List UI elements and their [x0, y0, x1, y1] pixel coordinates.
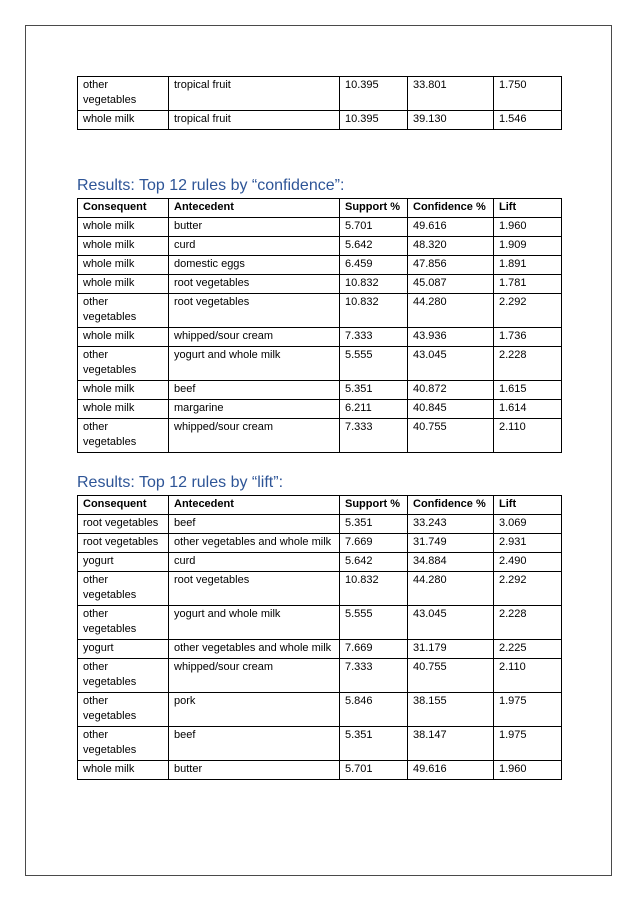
support-cell: 5.701 [340, 218, 408, 237]
antecedent-cell: beef [169, 381, 340, 400]
antecedent-cell: whipped/sour cream [169, 659, 340, 693]
table-row [78, 727, 562, 761]
antecedent-cell: butter [169, 218, 340, 237]
consequent-cell: whole milk [78, 381, 169, 400]
support-cell: 7.333 [340, 419, 408, 453]
rules-table-continued [77, 76, 562, 130]
table-header-row [78, 199, 562, 218]
confidence-cell: 44.280 [408, 572, 494, 606]
confidence-cell: 49.616 [408, 218, 494, 237]
confidence-cell: 49.616 [408, 761, 494, 780]
antecedent-cell: pork [169, 693, 340, 727]
consequent-cell: other vegetables [78, 77, 169, 111]
confidence-cell: 31.179 [408, 640, 494, 659]
consequent-cell: other vegetables [78, 727, 169, 761]
support-cell: 5.351 [340, 381, 408, 400]
antecedent-cell: yogurt and whole milk [169, 606, 340, 640]
antecedent-cell: whipped/sour cream [169, 328, 340, 347]
table-row [78, 659, 562, 693]
lift-cell: 2.110 [494, 659, 562, 693]
antecedent-cell: domestic eggs [169, 256, 340, 275]
lift-cell: 2.292 [494, 572, 562, 606]
lift-rules-table [77, 495, 562, 780]
table-row [78, 606, 562, 640]
lift-cell: 1.736 [494, 328, 562, 347]
antecedent-cell: root vegetables [169, 572, 340, 606]
support-cell: 5.351 [340, 727, 408, 761]
column-header: Confidence % [408, 199, 494, 218]
support-cell: 6.211 [340, 400, 408, 419]
consequent-cell: whole milk [78, 111, 169, 130]
confidence-cell: 40.872 [408, 381, 494, 400]
confidence-cell: 40.755 [408, 419, 494, 453]
table-row [78, 77, 562, 111]
table-row [78, 572, 562, 606]
table-row [78, 381, 562, 400]
column-header: Support % [340, 199, 408, 218]
antecedent-cell: root vegetables [169, 294, 340, 328]
support-cell: 7.669 [340, 640, 408, 659]
confidence-cell: 31.749 [408, 534, 494, 553]
table-row [78, 419, 562, 453]
column-header: Lift [494, 199, 562, 218]
confidence-section-heading: Results: Top 12 rules by “confidence”: [77, 177, 345, 194]
column-header: Antecedent [169, 496, 340, 515]
support-cell: 10.832 [340, 275, 408, 294]
support-cell: 5.555 [340, 606, 408, 640]
support-cell: 5.846 [340, 693, 408, 727]
lift-cell: 1.615 [494, 381, 562, 400]
consequent-cell: other vegetables [78, 347, 169, 381]
lift-cell: 1.614 [494, 400, 562, 419]
table-row [78, 400, 562, 419]
table-row [78, 275, 562, 294]
support-cell: 10.395 [340, 77, 408, 111]
table-row [78, 693, 562, 727]
lift-cell: 3.069 [494, 515, 562, 534]
table-row [78, 328, 562, 347]
table-row [78, 515, 562, 534]
confidence-cell: 43.045 [408, 347, 494, 381]
confidence-cell: 47.856 [408, 256, 494, 275]
consequent-cell: other vegetables [78, 659, 169, 693]
confidence-cell: 38.147 [408, 727, 494, 761]
table-row [78, 256, 562, 275]
support-cell: 10.832 [340, 572, 408, 606]
confidence-cell: 39.130 [408, 111, 494, 130]
lift-cell: 1.891 [494, 256, 562, 275]
lift-cell: 1.546 [494, 111, 562, 130]
column-header: Support % [340, 496, 408, 515]
consequent-cell: other vegetables [78, 693, 169, 727]
antecedent-cell: yogurt and whole milk [169, 347, 340, 381]
column-header: Confidence % [408, 496, 494, 515]
antecedent-cell: curd [169, 237, 340, 256]
support-cell: 5.701 [340, 761, 408, 780]
consequent-cell: whole milk [78, 256, 169, 275]
lift-section-heading: Results: Top 12 rules by “lift”: [77, 474, 284, 491]
table-header-row [78, 496, 562, 515]
support-cell: 7.333 [340, 659, 408, 693]
column-header: Consequent [78, 496, 169, 515]
lift-cell: 2.490 [494, 553, 562, 572]
consequent-cell: other vegetables [78, 294, 169, 328]
consequent-cell: yogurt [78, 553, 169, 572]
confidence-cell: 44.280 [408, 294, 494, 328]
antecedent-cell: curd [169, 553, 340, 572]
lift-cell: 2.931 [494, 534, 562, 553]
support-cell: 5.555 [340, 347, 408, 381]
confidence-cell: 43.936 [408, 328, 494, 347]
antecedent-cell: other vegetables and whole milk [169, 640, 340, 659]
confidence-cell: 45.087 [408, 275, 494, 294]
support-cell: 5.642 [340, 553, 408, 572]
consequent-cell: whole milk [78, 328, 169, 347]
antecedent-cell: root vegetables [169, 275, 340, 294]
confidence-cell: 34.884 [408, 553, 494, 572]
consequent-cell: other vegetables [78, 419, 169, 453]
lift-cell: 1.909 [494, 237, 562, 256]
consequent-cell: other vegetables [78, 606, 169, 640]
antecedent-cell: butter [169, 761, 340, 780]
table-row [78, 534, 562, 553]
support-cell: 5.351 [340, 515, 408, 534]
confidence-cell: 38.155 [408, 693, 494, 727]
lift-cell: 1.975 [494, 693, 562, 727]
table-row [78, 553, 562, 572]
consequent-cell: root vegetables [78, 534, 169, 553]
lift-cell: 2.292 [494, 294, 562, 328]
consequent-cell: yogurt [78, 640, 169, 659]
lift-cell: 2.228 [494, 347, 562, 381]
lift-cell: 1.975 [494, 727, 562, 761]
lift-cell: 2.225 [494, 640, 562, 659]
antecedent-cell: beef [169, 515, 340, 534]
confidence-rules-table [77, 198, 562, 453]
confidence-cell: 40.755 [408, 659, 494, 693]
table-row [78, 761, 562, 780]
column-header: Antecedent [169, 199, 340, 218]
support-cell: 10.832 [340, 294, 408, 328]
confidence-cell: 40.845 [408, 400, 494, 419]
antecedent-cell: whipped/sour cream [169, 419, 340, 453]
lift-cell: 1.750 [494, 77, 562, 111]
antecedent-cell: tropical fruit [169, 111, 340, 130]
consequent-cell: whole milk [78, 400, 169, 419]
support-cell: 5.642 [340, 237, 408, 256]
lift-cell: 1.781 [494, 275, 562, 294]
column-header: Lift [494, 496, 562, 515]
consequent-cell: root vegetables [78, 515, 169, 534]
table-row [78, 237, 562, 256]
support-cell: 7.333 [340, 328, 408, 347]
confidence-cell: 33.801 [408, 77, 494, 111]
table-row [78, 218, 562, 237]
support-cell: 7.669 [340, 534, 408, 553]
confidence-cell: 48.320 [408, 237, 494, 256]
antecedent-cell: margarine [169, 400, 340, 419]
confidence-cell: 33.243 [408, 515, 494, 534]
table-row [78, 347, 562, 381]
table-row [78, 294, 562, 328]
lift-cell: 2.228 [494, 606, 562, 640]
lift-cell: 1.960 [494, 761, 562, 780]
table-row [78, 111, 562, 130]
antecedent-cell: tropical fruit [169, 77, 340, 111]
column-header: Consequent [78, 199, 169, 218]
consequent-cell: whole milk [78, 218, 169, 237]
consequent-cell: whole milk [78, 275, 169, 294]
antecedent-cell: beef [169, 727, 340, 761]
consequent-cell: other vegetables [78, 572, 169, 606]
consequent-cell: whole milk [78, 761, 169, 780]
confidence-cell: 43.045 [408, 606, 494, 640]
consequent-cell: whole milk [78, 237, 169, 256]
lift-cell: 2.110 [494, 419, 562, 453]
table-row [78, 640, 562, 659]
support-cell: 10.395 [340, 111, 408, 130]
support-cell: 6.459 [340, 256, 408, 275]
antecedent-cell: other vegetables and whole milk [169, 534, 340, 553]
lift-cell: 1.960 [494, 218, 562, 237]
